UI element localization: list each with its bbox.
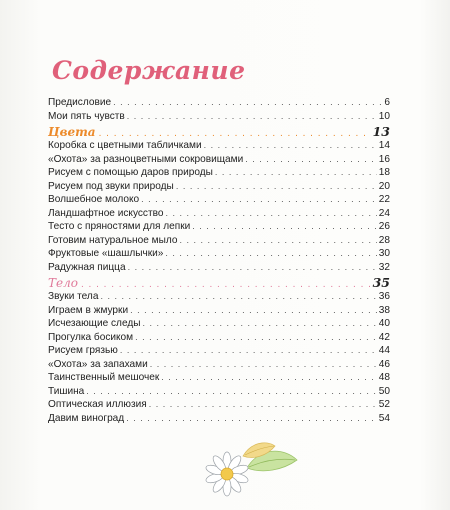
section-title: Тело bbox=[48, 276, 78, 290]
toc-entry[interactable] bbox=[48, 247, 390, 261]
toc-entry-label: Таинственный мешочек bbox=[48, 372, 160, 383]
toc-entry-page: 18 bbox=[378, 167, 390, 178]
toc-entry-page: 38 bbox=[378, 304, 390, 316]
toc-entry-label: Готовим натуральное мыло bbox=[48, 234, 178, 246]
dot-leader bbox=[143, 317, 377, 331]
toc-entry-page: 22 bbox=[378, 194, 390, 205]
toc-entry-page: 28 bbox=[378, 234, 390, 246]
toc-entry-label: Тесто с пряностями для лепки bbox=[48, 221, 191, 232]
toc-entry-page: 10 bbox=[378, 110, 390, 122]
table-of-contents bbox=[48, 96, 390, 425]
dot-leader bbox=[176, 180, 377, 194]
toc-entry[interactable] bbox=[48, 304, 390, 318]
toc-entry-label: «Охота» за запахами bbox=[48, 358, 148, 370]
dot-leader bbox=[141, 193, 377, 207]
toc-entry-label: Рисуем с помощью даров природы bbox=[48, 167, 213, 178]
dot-leader bbox=[135, 331, 377, 345]
toc-entry-label: Прогулка босиком bbox=[48, 331, 134, 343]
section-page: 13 bbox=[372, 124, 390, 139]
toc-entry-page: 40 bbox=[378, 318, 390, 329]
toc-entry-page: 42 bbox=[378, 331, 390, 343]
dot-leader bbox=[120, 344, 377, 358]
daisy-icon bbox=[205, 452, 249, 496]
toc-entry-label: Исчезающие следы bbox=[48, 318, 141, 329]
toc-entry-five-senses[interactable] bbox=[48, 110, 390, 124]
dot-leader bbox=[130, 304, 377, 318]
toc-entry[interactable] bbox=[48, 398, 390, 412]
dot-leader bbox=[245, 153, 377, 167]
toc-entry-label: Играем в жмурки bbox=[48, 304, 129, 316]
toc-entry[interactable] bbox=[48, 385, 390, 399]
page-title: Содержание bbox=[52, 56, 246, 85]
toc-entry-label: Рисуем под звуки природы bbox=[48, 180, 174, 192]
toc-entry-page: 54 bbox=[378, 412, 390, 424]
toc-entry-page: 50 bbox=[378, 385, 390, 397]
toc-entry-label: Ландшафтное искусство bbox=[48, 207, 164, 219]
toc-entry-label: Фруктовые «шашлычки» bbox=[48, 248, 164, 259]
toc-entry[interactable] bbox=[48, 153, 390, 167]
toc-entry-label: Коробка с цветными табличками bbox=[48, 140, 202, 151]
dot-leader bbox=[127, 110, 377, 124]
toc-entry[interactable] bbox=[48, 261, 390, 275]
daisy-with-leaves-icon bbox=[205, 438, 300, 500]
toc-entry[interactable] bbox=[48, 234, 390, 248]
toc-entry[interactable] bbox=[48, 344, 390, 358]
toc-entry-page: 44 bbox=[378, 345, 390, 356]
dot-leader bbox=[215, 166, 377, 180]
toc-entry[interactable] bbox=[48, 371, 390, 385]
dot-leader bbox=[100, 290, 376, 304]
toc-entry[interactable] bbox=[48, 139, 390, 153]
toc-entry[interactable] bbox=[48, 180, 390, 194]
toc-entry-page: 14 bbox=[378, 140, 390, 151]
toc-entry-label: Оптическая иллюзия bbox=[48, 399, 147, 410]
section-title: Цвета bbox=[48, 125, 96, 139]
toc-section-body[interactable] bbox=[48, 275, 390, 290]
dot-leader bbox=[86, 385, 376, 399]
dot-leader bbox=[204, 139, 377, 153]
dot-leader bbox=[149, 398, 377, 412]
leaf-icon bbox=[243, 443, 297, 471]
dot-leader bbox=[179, 234, 376, 248]
toc-entry-label: Давим виноград bbox=[48, 412, 125, 424]
dot-leader bbox=[161, 371, 377, 385]
toc-entry-label: Радужная пицца bbox=[48, 261, 126, 273]
toc-entry-label: Предисловие bbox=[48, 97, 112, 108]
dot-leader bbox=[113, 96, 382, 110]
toc-entry[interactable] bbox=[48, 193, 390, 207]
toc-entry[interactable] bbox=[48, 317, 390, 331]
toc-entry-page: 16 bbox=[378, 153, 390, 165]
toc-entry-page: 26 bbox=[378, 221, 390, 232]
dot-leader bbox=[126, 412, 377, 426]
toc-entry-page: 46 bbox=[378, 358, 390, 370]
toc-entry-page: 52 bbox=[378, 399, 390, 410]
dot-leader bbox=[165, 247, 376, 261]
toc-section-colors[interactable] bbox=[48, 124, 390, 139]
dot-leader bbox=[165, 207, 376, 221]
toc-entry-label: Мои пять чувств bbox=[48, 110, 125, 122]
toc-entry-label: Рисуем грязью bbox=[48, 345, 118, 356]
toc-entry[interactable] bbox=[48, 290, 390, 304]
dot-leader bbox=[192, 220, 377, 234]
dot-leader bbox=[128, 261, 377, 275]
toc-entry-label: «Охота» за разноцветными сокровищами bbox=[48, 153, 244, 165]
toc-entry-page: 32 bbox=[378, 261, 390, 273]
section-page: 35 bbox=[372, 275, 390, 290]
toc-entry-foreword[interactable] bbox=[48, 96, 390, 110]
toc-entry-page: 36 bbox=[378, 291, 390, 302]
toc-entry[interactable] bbox=[48, 412, 390, 426]
toc-entry-page: 24 bbox=[378, 207, 390, 219]
toc-entry-label: Тишина bbox=[48, 385, 85, 397]
toc-entry-label: Волшебное молоко bbox=[48, 194, 140, 205]
toc-entry-page: 30 bbox=[378, 248, 390, 259]
toc-entry-label: Звуки тела bbox=[48, 291, 99, 302]
toc-entry-page: 6 bbox=[384, 97, 390, 108]
toc-entry[interactable] bbox=[48, 207, 390, 221]
dot-leader bbox=[150, 358, 377, 372]
toc-entry-page: 48 bbox=[378, 372, 390, 383]
toc-entry[interactable] bbox=[48, 220, 390, 234]
toc-entry[interactable] bbox=[48, 166, 390, 180]
toc-entry[interactable] bbox=[48, 331, 390, 345]
toc-entry-page: 20 bbox=[378, 180, 390, 192]
toc-entry[interactable] bbox=[48, 358, 390, 372]
